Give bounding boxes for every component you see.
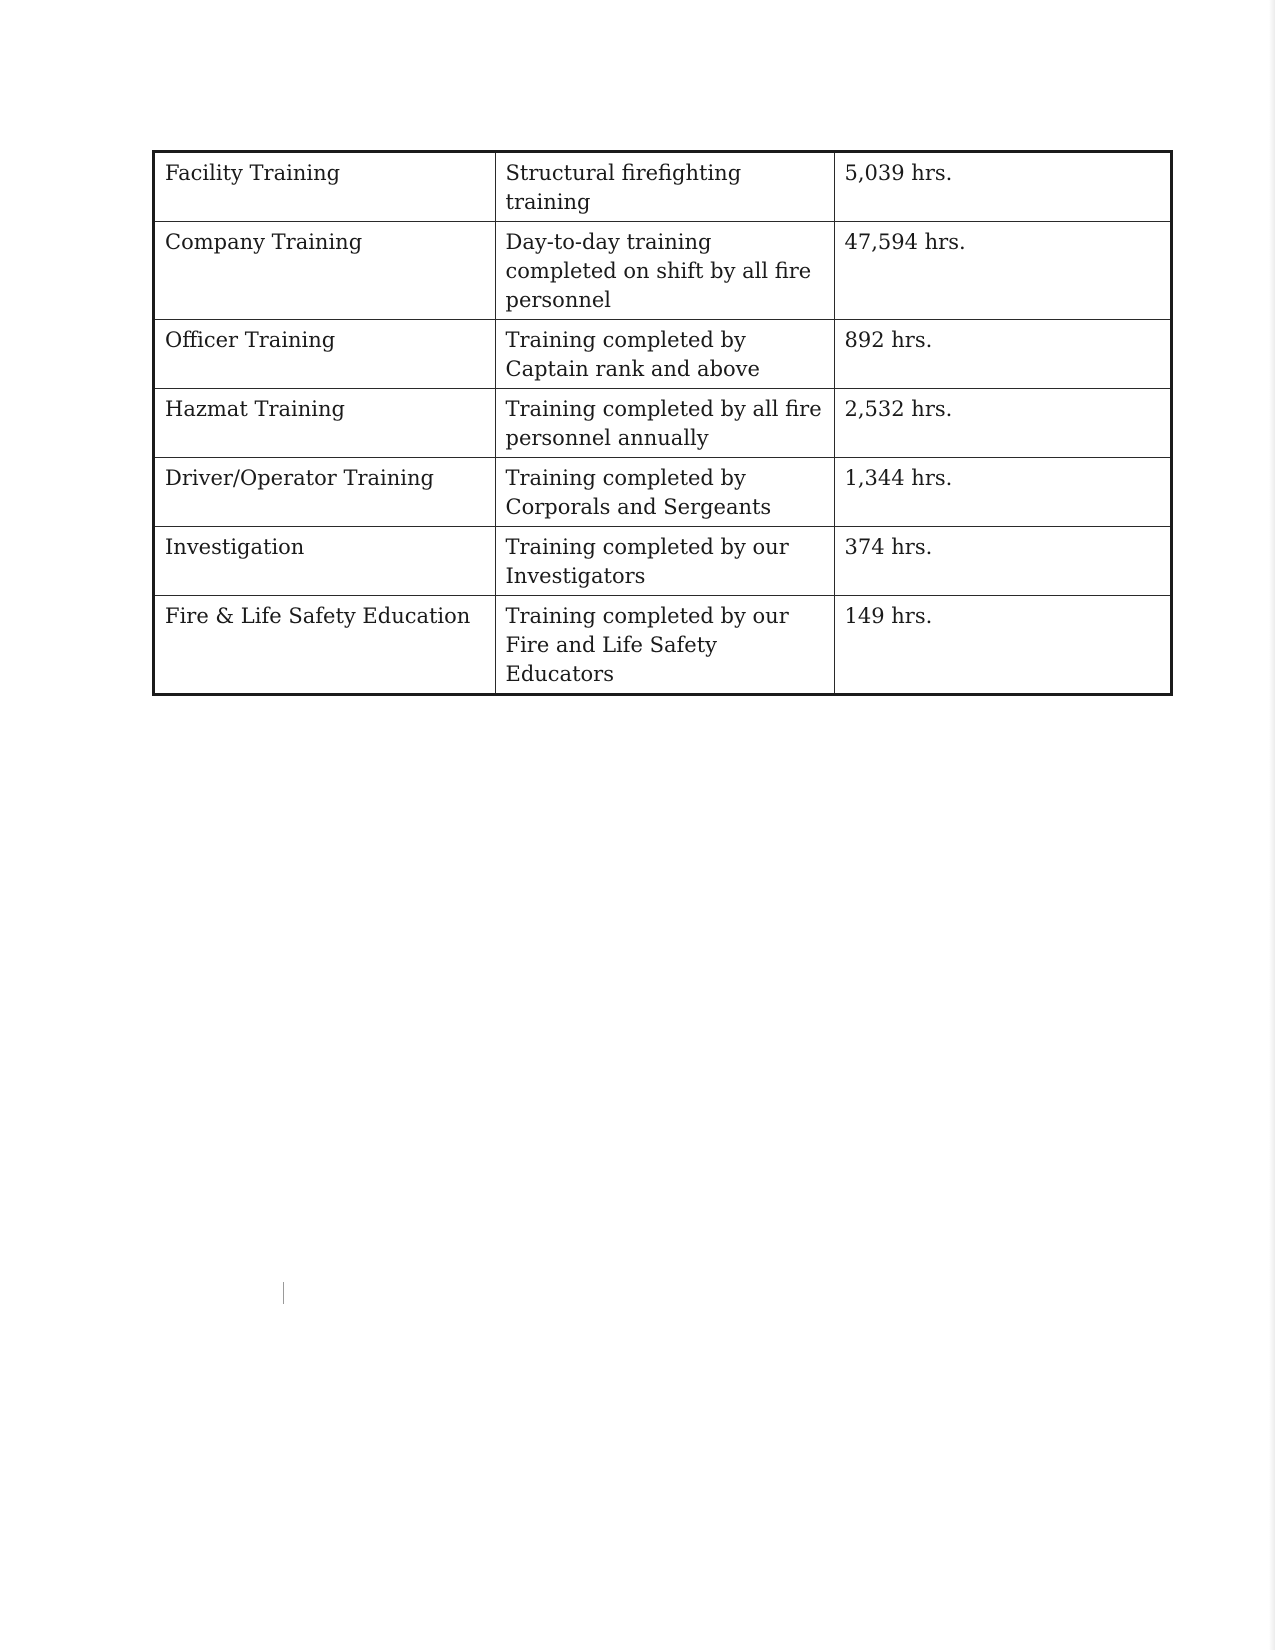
scan-artifact-mark [283, 1282, 284, 1304]
training-description-cell: Training completed by Corporals and Sergeants [495, 458, 834, 527]
training-table [155, 153, 1170, 693]
table-row [155, 153, 1170, 222]
training-hours-cell: 1,344 hrs. [834, 458, 1170, 527]
training-hours-cell: 2,532 hrs. [834, 389, 1170, 458]
training-category-cell: Facility Training [155, 153, 495, 222]
training-hours-cell: 374 hrs. [834, 527, 1170, 596]
training-description-cell: Day-to-day training completed on shift by all fire personnel [495, 222, 834, 320]
training-description-cell: Training completed by our Fire and Life Safety Educators [495, 596, 834, 694]
training-hours-cell: 47,594 hrs. [834, 222, 1170, 320]
table-row [155, 458, 1170, 527]
training-hours-cell: 892 hrs. [834, 320, 1170, 389]
training-category-cell: Fire & Life Safety Education [155, 596, 495, 694]
training-description-cell: Structural firefighting training [495, 153, 834, 222]
table-row [155, 527, 1170, 596]
table-row [155, 596, 1170, 694]
training-category-cell: Company Training [155, 222, 495, 320]
training-hours-table [152, 150, 1173, 696]
training-description-cell: Training completed by Captain rank and above [495, 320, 834, 389]
table-row [155, 320, 1170, 389]
training-category-cell: Officer Training [155, 320, 495, 389]
training-category-cell: Hazmat Training [155, 389, 495, 458]
table-row [155, 222, 1170, 320]
scan-edge-shadow [1269, 0, 1275, 1650]
training-hours-cell: 5,039 hrs. [834, 153, 1170, 222]
training-category-cell: Investigation [155, 527, 495, 596]
training-category-cell: Driver/Operator Training [155, 458, 495, 527]
table-row [155, 389, 1170, 458]
training-description-cell: Training completed by all fire personnel annually [495, 389, 834, 458]
training-description-cell: Training completed by our Investigators [495, 527, 834, 596]
training-hours-cell: 149 hrs. [834, 596, 1170, 694]
